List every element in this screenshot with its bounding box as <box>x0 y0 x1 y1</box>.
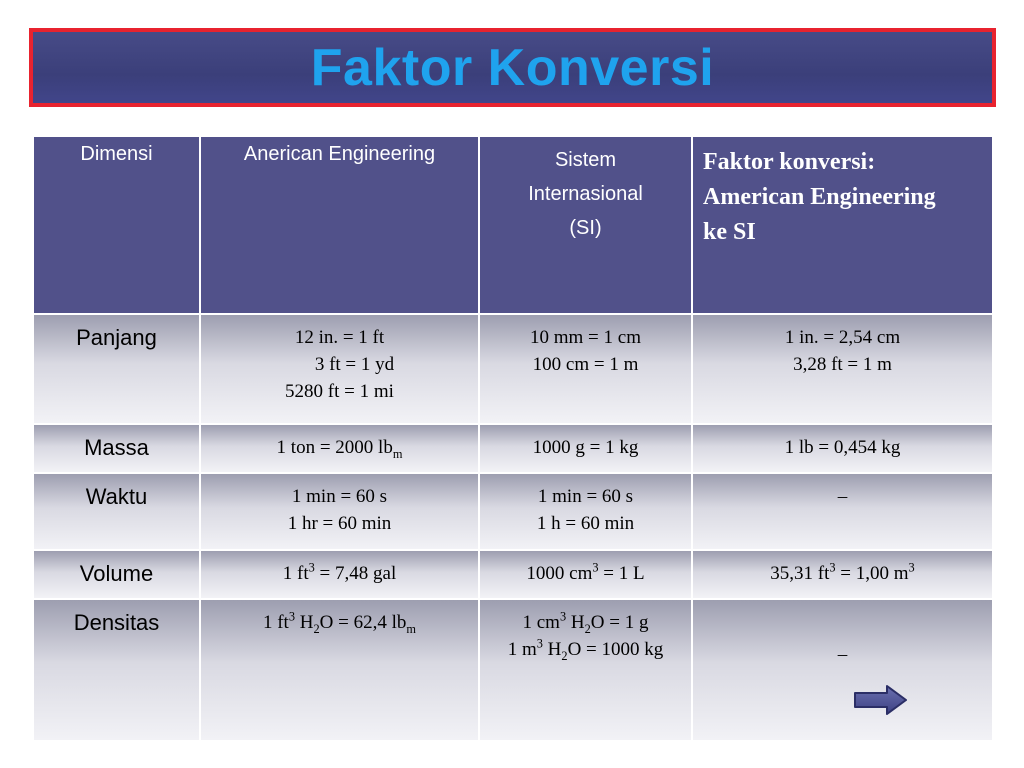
header-row <box>33 136 993 314</box>
cell-dimensi: Densitas <box>33 599 200 741</box>
cell-fk: 1 lb = 0,454 kg <box>692 424 993 473</box>
cell-ae <box>200 473 479 550</box>
cell-line: 3 ft = 1 yd <box>314 354 395 375</box>
cell-dimensi: Panjang <box>33 314 200 424</box>
cell-subscript: 2 <box>561 648 568 663</box>
cell-text: O = 62,4 lb <box>319 612 407 633</box>
cell-subscript: m <box>392 446 403 461</box>
cell-text: H <box>542 639 562 660</box>
cell-text: = 7,48 gal <box>314 563 397 584</box>
header-dimensi: Dimensi <box>33 136 200 314</box>
cell-ae <box>200 424 479 473</box>
cell-text: 1 ton = 2000 lb <box>276 437 393 458</box>
title-banner <box>29 28 996 107</box>
cell-text: = 1,00 m <box>835 563 909 584</box>
cell-text: O = 1 g <box>590 612 649 633</box>
cell-line <box>480 609 691 636</box>
cell-fk <box>692 599 993 741</box>
cell-text: 1 m <box>507 639 537 660</box>
cell-dimensi: Volume <box>33 550 200 599</box>
cell-line: – <box>837 644 848 665</box>
cell-text: 1 ft <box>262 612 289 633</box>
conversion-table <box>32 135 994 742</box>
header-si-line: Sistem <box>554 149 617 171</box>
cell-text: H <box>566 612 585 633</box>
cell-line: 1 in. = 2,54 cm <box>784 327 901 348</box>
right-arrow-icon[interactable] <box>853 684 909 716</box>
header-fk-line: American Engineering <box>703 184 936 210</box>
cell-line: 100 cm = 1 m <box>532 354 639 375</box>
cell-ae <box>200 599 479 741</box>
cell-ae <box>200 550 479 599</box>
cell-text: O = 1000 kg <box>567 639 664 660</box>
cell-superscript: 3 <box>559 609 567 624</box>
cell-line: 10 mm = 1 cm <box>530 327 641 348</box>
cell-text: 35,31 ft <box>770 563 830 584</box>
cell-line: 1 min = 60 s <box>537 486 634 507</box>
table-row <box>33 424 993 473</box>
cell-fk <box>692 314 993 424</box>
cell-si <box>479 550 692 599</box>
cell-ae <box>200 314 479 424</box>
header-si-line: Internasional <box>528 183 643 205</box>
cell-text: 1 ft <box>282 563 309 584</box>
header-american-engineering: Anerican Engineering <box>200 136 479 314</box>
header-si-line: (SI) <box>569 217 602 239</box>
cell-line: 5280 ft = 1 mi <box>285 381 394 402</box>
cell-si <box>479 599 692 741</box>
cell-superscript: 3 <box>592 560 599 575</box>
cell-line: 1 h = 60 min <box>536 513 635 534</box>
cell-si: 1000 g = 1 kg <box>479 424 692 473</box>
header-faktor-konversi <box>692 136 993 314</box>
cell-superscript: 3 <box>829 560 836 575</box>
cell-line: 3,28 ft = 1 m <box>793 354 892 375</box>
cell-line: 1 min = 60 s <box>291 486 388 507</box>
cell-line <box>480 636 691 663</box>
table-row <box>33 599 993 741</box>
cell-text: 1 cm <box>522 612 560 633</box>
table-row <box>33 473 993 550</box>
table-row <box>33 550 993 599</box>
cell-subscript: 2 <box>313 621 320 636</box>
cell-si <box>479 473 692 550</box>
page-title: Faktor Konversi <box>310 38 715 97</box>
header-fk-line: Faktor konversi: <box>703 149 876 175</box>
header-si <box>479 136 692 314</box>
cell-fk: – <box>692 473 993 550</box>
cell-text: = 1 L <box>598 563 645 584</box>
cell-fk <box>692 550 993 599</box>
cell-superscript: 3 <box>908 560 915 575</box>
cell-dimensi: Waktu <box>33 473 200 550</box>
table-row <box>33 314 993 424</box>
cell-subscript: 2 <box>584 621 591 636</box>
cell-superscript: 3 <box>536 636 543 651</box>
cell-text: 1000 cm <box>526 563 593 584</box>
cell-dimensi: Massa <box>33 424 200 473</box>
cell-line: 12 in. = 1 ft <box>294 327 385 348</box>
cell-text: H <box>295 612 314 633</box>
cell-superscript: 3 <box>308 560 315 575</box>
cell-subscript: m <box>406 621 416 636</box>
cell-line: 1 hr = 60 min <box>287 513 392 534</box>
cell-si <box>479 314 692 424</box>
cell-superscript: 3 <box>288 609 296 624</box>
header-fk-line: ke SI <box>703 219 756 245</box>
